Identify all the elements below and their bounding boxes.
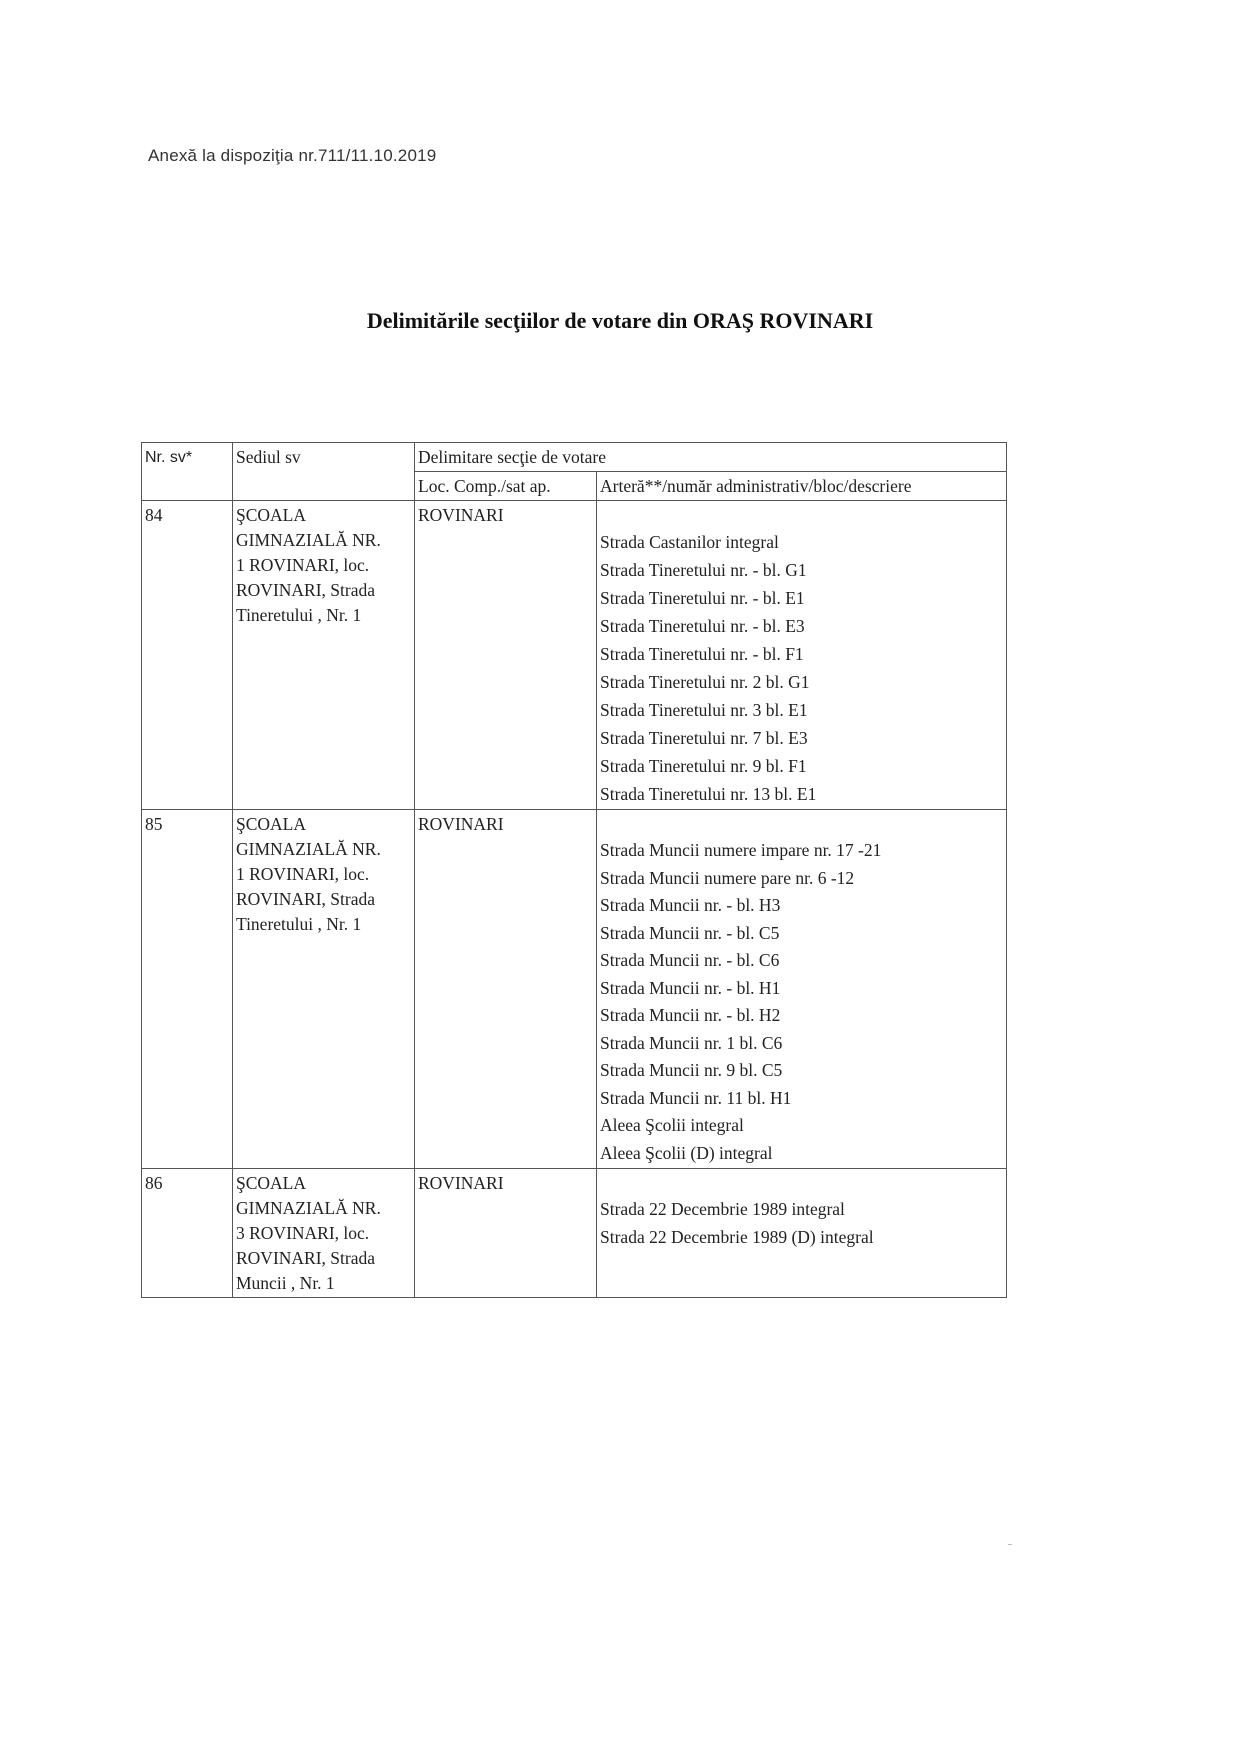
street-entry: Strada Tineretului nr. 7 bl. E3 (600, 728, 808, 748)
street-entry: Strada Tineretului nr. 2 bl. G1 (600, 672, 810, 692)
document-title: Delimitările secţiilor de votare din ORAŞ ROVINARI (366, 308, 874, 333)
street-entry: Strada Castanilor integral (600, 532, 779, 552)
street-entry: Strada 22 Decembrie 1989 integral (600, 1199, 845, 1219)
header-delimitare: Delimitare secţie de votare (415, 443, 1007, 472)
street-entry: Strada Muncii nr. 11 bl. H1 (600, 1087, 792, 1108)
sediu-line: ROVINARI, Strada (236, 889, 376, 909)
street-entry: Strada Muncii nr. - bl. C6 (600, 950, 780, 970)
row-sediu (233, 501, 415, 810)
row-loc: ROVINARI (415, 501, 597, 810)
table-row (142, 501, 1007, 810)
header-artera: Arteră**/număr administrativ/bloc/descriere (597, 472, 1007, 501)
sediu-line: ŞCOALA (236, 1173, 307, 1193)
row-nr: 84 (142, 501, 233, 810)
street-entry: Strada 22 Decembrie 1989 (D) integral (600, 1226, 874, 1247)
street-entry: Strada Muncii nr. - bl. H3 (600, 895, 781, 915)
street-entry: Strada Muncii nr. - bl. C5 (600, 922, 780, 943)
street-entry: Strada Tineretului nr. 13 bl. E1 (600, 784, 817, 804)
sediu-line: Muncii , Nr. 1 (236, 1273, 335, 1293)
street-entry: Strada Tineretului nr. 3 bl. E1 (600, 700, 808, 720)
row-streets (597, 810, 1007, 1169)
row-streets (597, 501, 1007, 810)
street-entry: Strada Tineretului nr. - bl. E1 (600, 588, 805, 608)
row-loc: ROVINARI (415, 810, 597, 1169)
sediu-line: ŞCOALA (236, 814, 307, 834)
table-header-row (142, 443, 1007, 472)
row-sediu (233, 810, 415, 1169)
annex-reference: Anexă la dispoziţia nr.711/11.10.2019 (148, 146, 437, 165)
table-row (142, 1169, 1007, 1298)
row-nr: 85 (142, 810, 233, 1169)
street-entry: Strada Tineretului nr. - bl. E3 (600, 616, 805, 636)
table-row (142, 810, 1007, 1169)
sediu-line: GIMNAZIALĂ NR. (236, 1198, 381, 1218)
street-entry: Strada Muncii numere impare nr. 17 -21 (600, 840, 882, 860)
street-entry: Strada Tineretului nr. - bl. F1 (600, 644, 804, 664)
street-entry: Strada Tineretului nr. - bl. G1 (600, 560, 807, 580)
street-entry: Strada Tineretului nr. 9 bl. F1 (600, 756, 807, 776)
scan-speck (1008, 1544, 1012, 1545)
street-entry: Strada Muncii nr. 1 bl. C6 (600, 1032, 783, 1053)
street-entry: Aleea Şcolii (D) integral (600, 1142, 773, 1163)
street-entry: Strada Muncii nr. 9 bl. C5 (600, 1060, 783, 1080)
street-entry: Strada Muncii nr. - bl. H1 (600, 977, 781, 998)
header-sediu: Sediul sv (233, 443, 415, 501)
polling-stations-table (141, 442, 1007, 1298)
sediu-line: GIMNAZIALĂ NR. (236, 530, 381, 550)
row-streets (597, 1169, 1007, 1298)
row-nr: 86 (142, 1169, 233, 1298)
street-entry: Aleea Şcolii integral (600, 1115, 744, 1135)
sediu-line: ŞCOALA (236, 505, 307, 525)
sediu-line: Tineretului , Nr. 1 (236, 605, 362, 625)
street-entry: Strada Muncii nr. - bl. H2 (600, 1005, 781, 1025)
row-loc: ROVINARI (415, 1169, 597, 1298)
header-nr: Nr. sv* (142, 443, 233, 501)
sediu-line: Tineretului , Nr. 1 (236, 914, 362, 934)
sediu-line: ROVINARI, Strada (236, 1248, 376, 1268)
street-entry: Strada Muncii numere pare nr. 6 -12 (600, 867, 855, 888)
sediu-line: 1 ROVINARI, loc. (236, 864, 370, 884)
sediu-line: GIMNAZIALĂ NR. (236, 839, 381, 859)
sediu-line: 1 ROVINARI, loc. (236, 555, 370, 575)
sediu-line: 3 ROVINARI, loc. (236, 1223, 370, 1243)
sediu-line: ROVINARI, Strada (236, 580, 376, 600)
row-sediu (233, 1169, 415, 1298)
header-loc: Loc. Comp./sat ap. (415, 472, 597, 501)
